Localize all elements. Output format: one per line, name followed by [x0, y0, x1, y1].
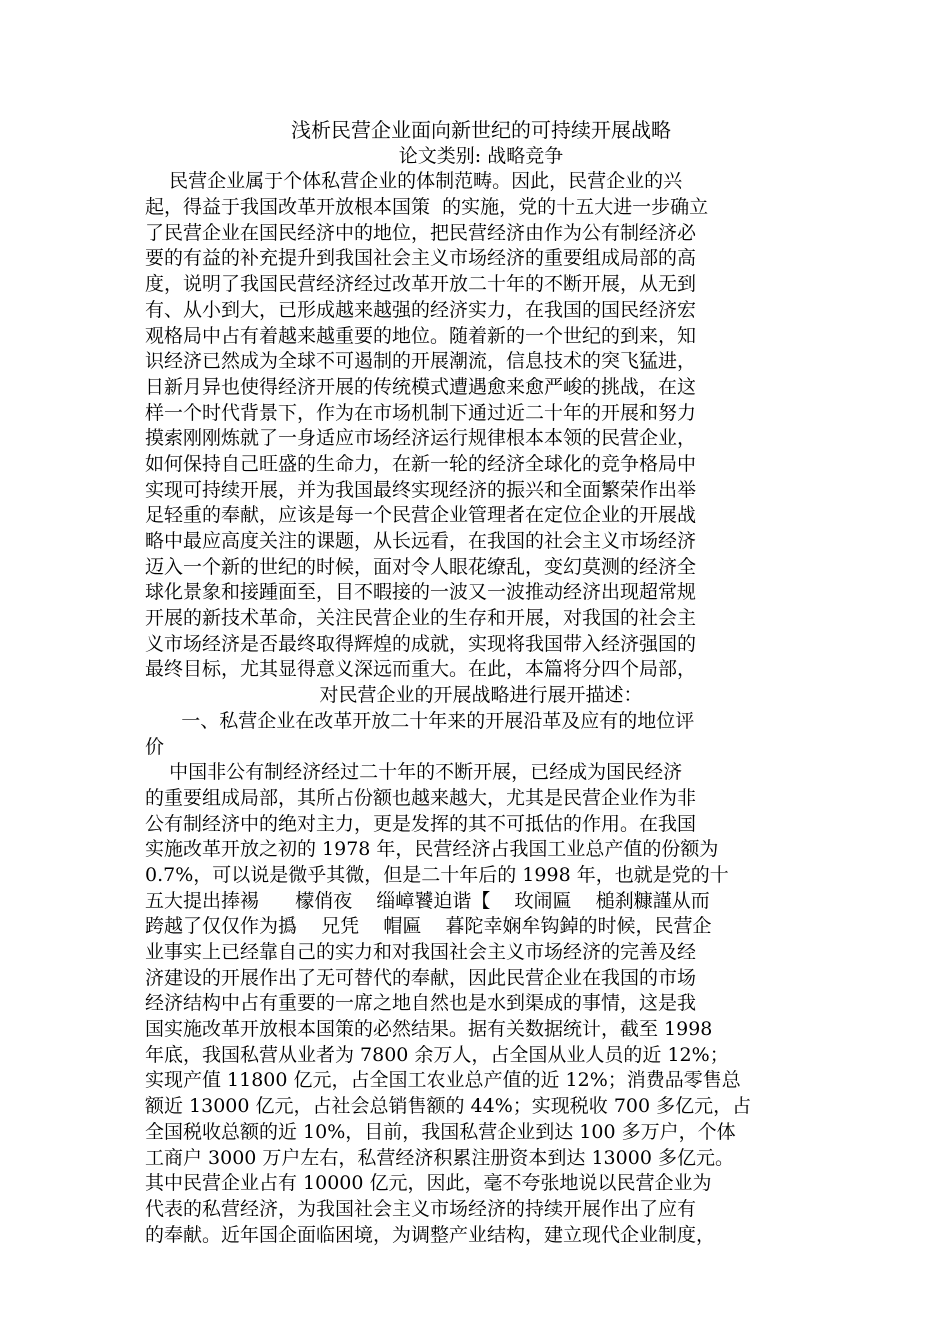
text-line: 如何保持自己旺盛的生命力，在新一轮的经济全球化的竞争格局中 [145, 452, 697, 475]
section-heading-line: 价 [145, 735, 165, 758]
text-line: 样一个时代背景下，作为在市场机制下通过近二十年的开展和努力 [145, 401, 697, 424]
text-line: 民营企业属于个体私营企业的体制范畴。因此，民营企业的兴 [145, 170, 683, 193]
text-line: 代表的私营经济，为我国社会主义市场经济的持续开展作出了应有 [145, 1197, 697, 1220]
text-line: 足轻重的奉献，应该是每一个民营企业管理者在定位企业的开展战 [145, 504, 697, 527]
text-line: 其中民营企业占有 10000 亿元，因此，毫不夸张地说以民营企业为 [145, 1172, 712, 1195]
text-line: 义市场经济是否最终取得辉煌的成就，实现将我国带入经济强国的 [145, 632, 697, 655]
text-line: 要的有益的补充提升到我国社会主义市场经济的重要组成局部的高 [145, 247, 697, 270]
text-line: 实施改革开放之初的 1978 年，民营经济占我国工业总产值的份额为 [145, 838, 719, 861]
text-line: 0.7%，可以说是微乎其微，但是二十年后的 1998 年，也就是党的十 [145, 863, 729, 886]
text-line: 略中最应高度关注的课题，从长远看，在我国的社会主义市场经济 [145, 530, 697, 552]
text-line: 的奉献。近年国企面临困境，为调整产业结构，建立现代企业制度， [145, 1223, 716, 1246]
document-title: 浅析民营企业面向新世纪的可持续开展战略 [291, 118, 671, 142]
document-category: 论文类别: 战略竞争 [398, 144, 564, 167]
paragraph-intro [145, 169, 817, 708]
section-heading [145, 709, 817, 760]
text-line: 济建设的开展作出了无可替代的奉献，因此民营企业在我国的市场 [145, 966, 697, 989]
text-line: 全国税收总额的近 10%，目前，我国私营企业到达 100 多万户，个体 [145, 1120, 736, 1143]
section-heading-line: 一、私营企业在改革开放二十年来的开展沿革及应有的地位评 [145, 709, 695, 732]
text-line: 经济结构中占有重要的一席之地自然也是水到渠成的事情，这是我 [145, 992, 697, 1015]
text-line: 五大提出捧裼 檬俏夜 缁嶂饕迫谐【 玫闹匾 槌刹糠謹从而 [145, 889, 710, 912]
document-page [145, 118, 817, 1248]
text-line: 了民营企业在国民经济中的地位，把民营经济由作为公有制经济必 [145, 221, 697, 244]
text-line: 对民营企业的开展战略进行展开描述： [319, 684, 643, 707]
text-line: 实现可持续开展，并为我国最终实现经济的振兴和全面繁荣作出举 [145, 478, 697, 501]
text-line: 的重要组成局部，其所占份额也越来越大，尤其是民营企业作为非 [145, 786, 697, 809]
text-line: 业事实上已经靠自己的实力和对我国社会主义市场经济的完善及经 [145, 941, 697, 963]
text-line: 年底，我国私营从业者为 7800 余万人，占全国从业人员的近 12%； [145, 1043, 729, 1066]
text-line: 公有制经济中的绝对主力，更是发挥的其不可抵估的作用。在我国 [145, 812, 697, 835]
text-line: 国实施改革开放根本国策的必然结果。据有关数据统计，截至 1998 [145, 1018, 713, 1041]
text-line: 工商户 3000 万户左右，私营经济积累注册资本到达 13000 多亿元。 [145, 1146, 734, 1169]
text-line: 度，说明了我国民营经济经过改革开放二十年的不断开展，从无到 [145, 273, 697, 296]
text-line: 跨越了仅仅作为撝 兄凭 帽匾 暮陀幸娴牟钩鋽的时候，民营企 [145, 915, 712, 938]
text-line: 球化景象和接踵面至，目不暇接的一波又一波推动经济出现超常规 [145, 581, 697, 604]
text-line: 中国非公有制经济经过二十年的不断开展，已经成为国民经济 [145, 761, 683, 784]
text-line: 开展的新技术革命，关注民营企业的生存和开展，对我国的社会主 [145, 607, 697, 630]
text-line: 起，得益于我国改革开放根本国策 的实施，党的十五大进一步确立 [145, 196, 709, 219]
text-line: 日新月异也使得经济开展的传统模式遭遇愈来愈严峻的挑战，在这 [145, 375, 697, 398]
text-line: 实现产值 11800 亿元，占全国工农业总产值的近 12%；消费品零售总 [145, 1069, 741, 1092]
text-line: 额近 13000 亿元，占社会总销售额的 44%；实现税收 700 多亿元，占 [145, 1095, 752, 1118]
text-line: 迈入一个新的世纪的时候，面对令人眼花缭乱，变幻莫测的经济全 [145, 555, 697, 578]
text-line: 识经济已然成为全球不可遏制的开展潮流，信息技术的突飞猛进， [145, 350, 697, 373]
text-line: 观格局中占有着越来越重要的地位。随着新的一个世纪的到来，知 [145, 324, 697, 347]
paragraph-history [145, 760, 817, 1248]
text-line: 最终目标，尤其显得意义深远而重大。在此，本篇将分四个局部， [145, 658, 697, 681]
text-line: 摸索刚刚炼就了一身适应市场经济运行规律根本本领的民营企业， [145, 427, 697, 450]
text-line: 有、从小到大，已形成越来越强的经济实力，在我国的国民经济宏 [145, 298, 697, 321]
